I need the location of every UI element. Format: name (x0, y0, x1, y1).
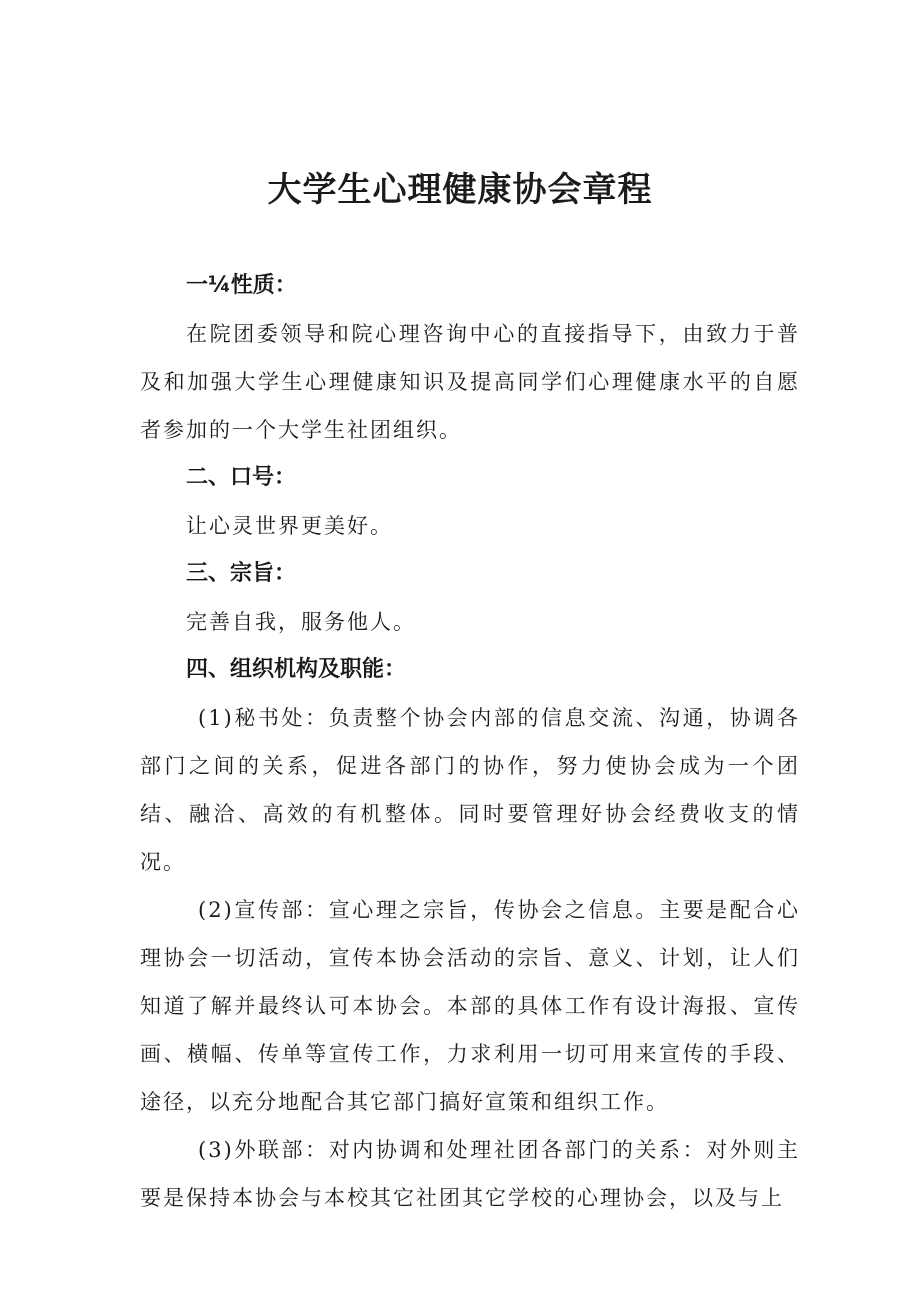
document-title: 大学生心理健康协会章程 (267, 170, 653, 210)
section-heading-slogan: 二、口号： (186, 465, 297, 490)
section-paragraph-secretariat: (1)秘书处：负责整个协会内部的信息交流、沟通，协调各部门之间的关系，促进各部门的协作，努力使协会成为一个团结、融洽、高效的有机整体。同时要管理好协会经费收支的情况。 (140, 706, 800, 874)
section-paragraph-nature: 在院团委领导和院心理咨询中心的直接指导下，由致力于普及和加强大学生心理健康知识及提高同学们心理健康水平的自愿者参加的一个大学生社团组织。 (140, 322, 800, 442)
section-paragraph-external-relations: (3)外联部：对内协调和处理社团各部门的关系：对外则主要是保持本协会与本校其它社团其它学校的心理协会，以及与上 (140, 1138, 800, 1210)
section-heading-organization: 四、组织机构及职能： (186, 657, 407, 682)
section-heading-purpose: 三、宗旨： (186, 561, 297, 586)
section-heading-nature: 一¼性质： (186, 273, 297, 298)
section-paragraph-slogan: 让心灵世界更美好。 (186, 514, 393, 538)
section-paragraph-purpose: 完善自我，服务他人。 (186, 610, 416, 634)
section-paragraph-publicity: (2)宣传部：宣心理之宗旨，传协会之信息。主要是配合心理协会一切活动，宣传本协会活动的宗旨、意义、计划，让人们知道了解并最终认可本协会。本部的具体工作有设计海报、宣传画、横幅、传单等宣传工作，力求利用一切可用来宣传的手段、途径，以充分地配合其它部门搞好宣策和组织工作。 (140, 898, 800, 1114)
document-body (140, 262, 800, 1222)
